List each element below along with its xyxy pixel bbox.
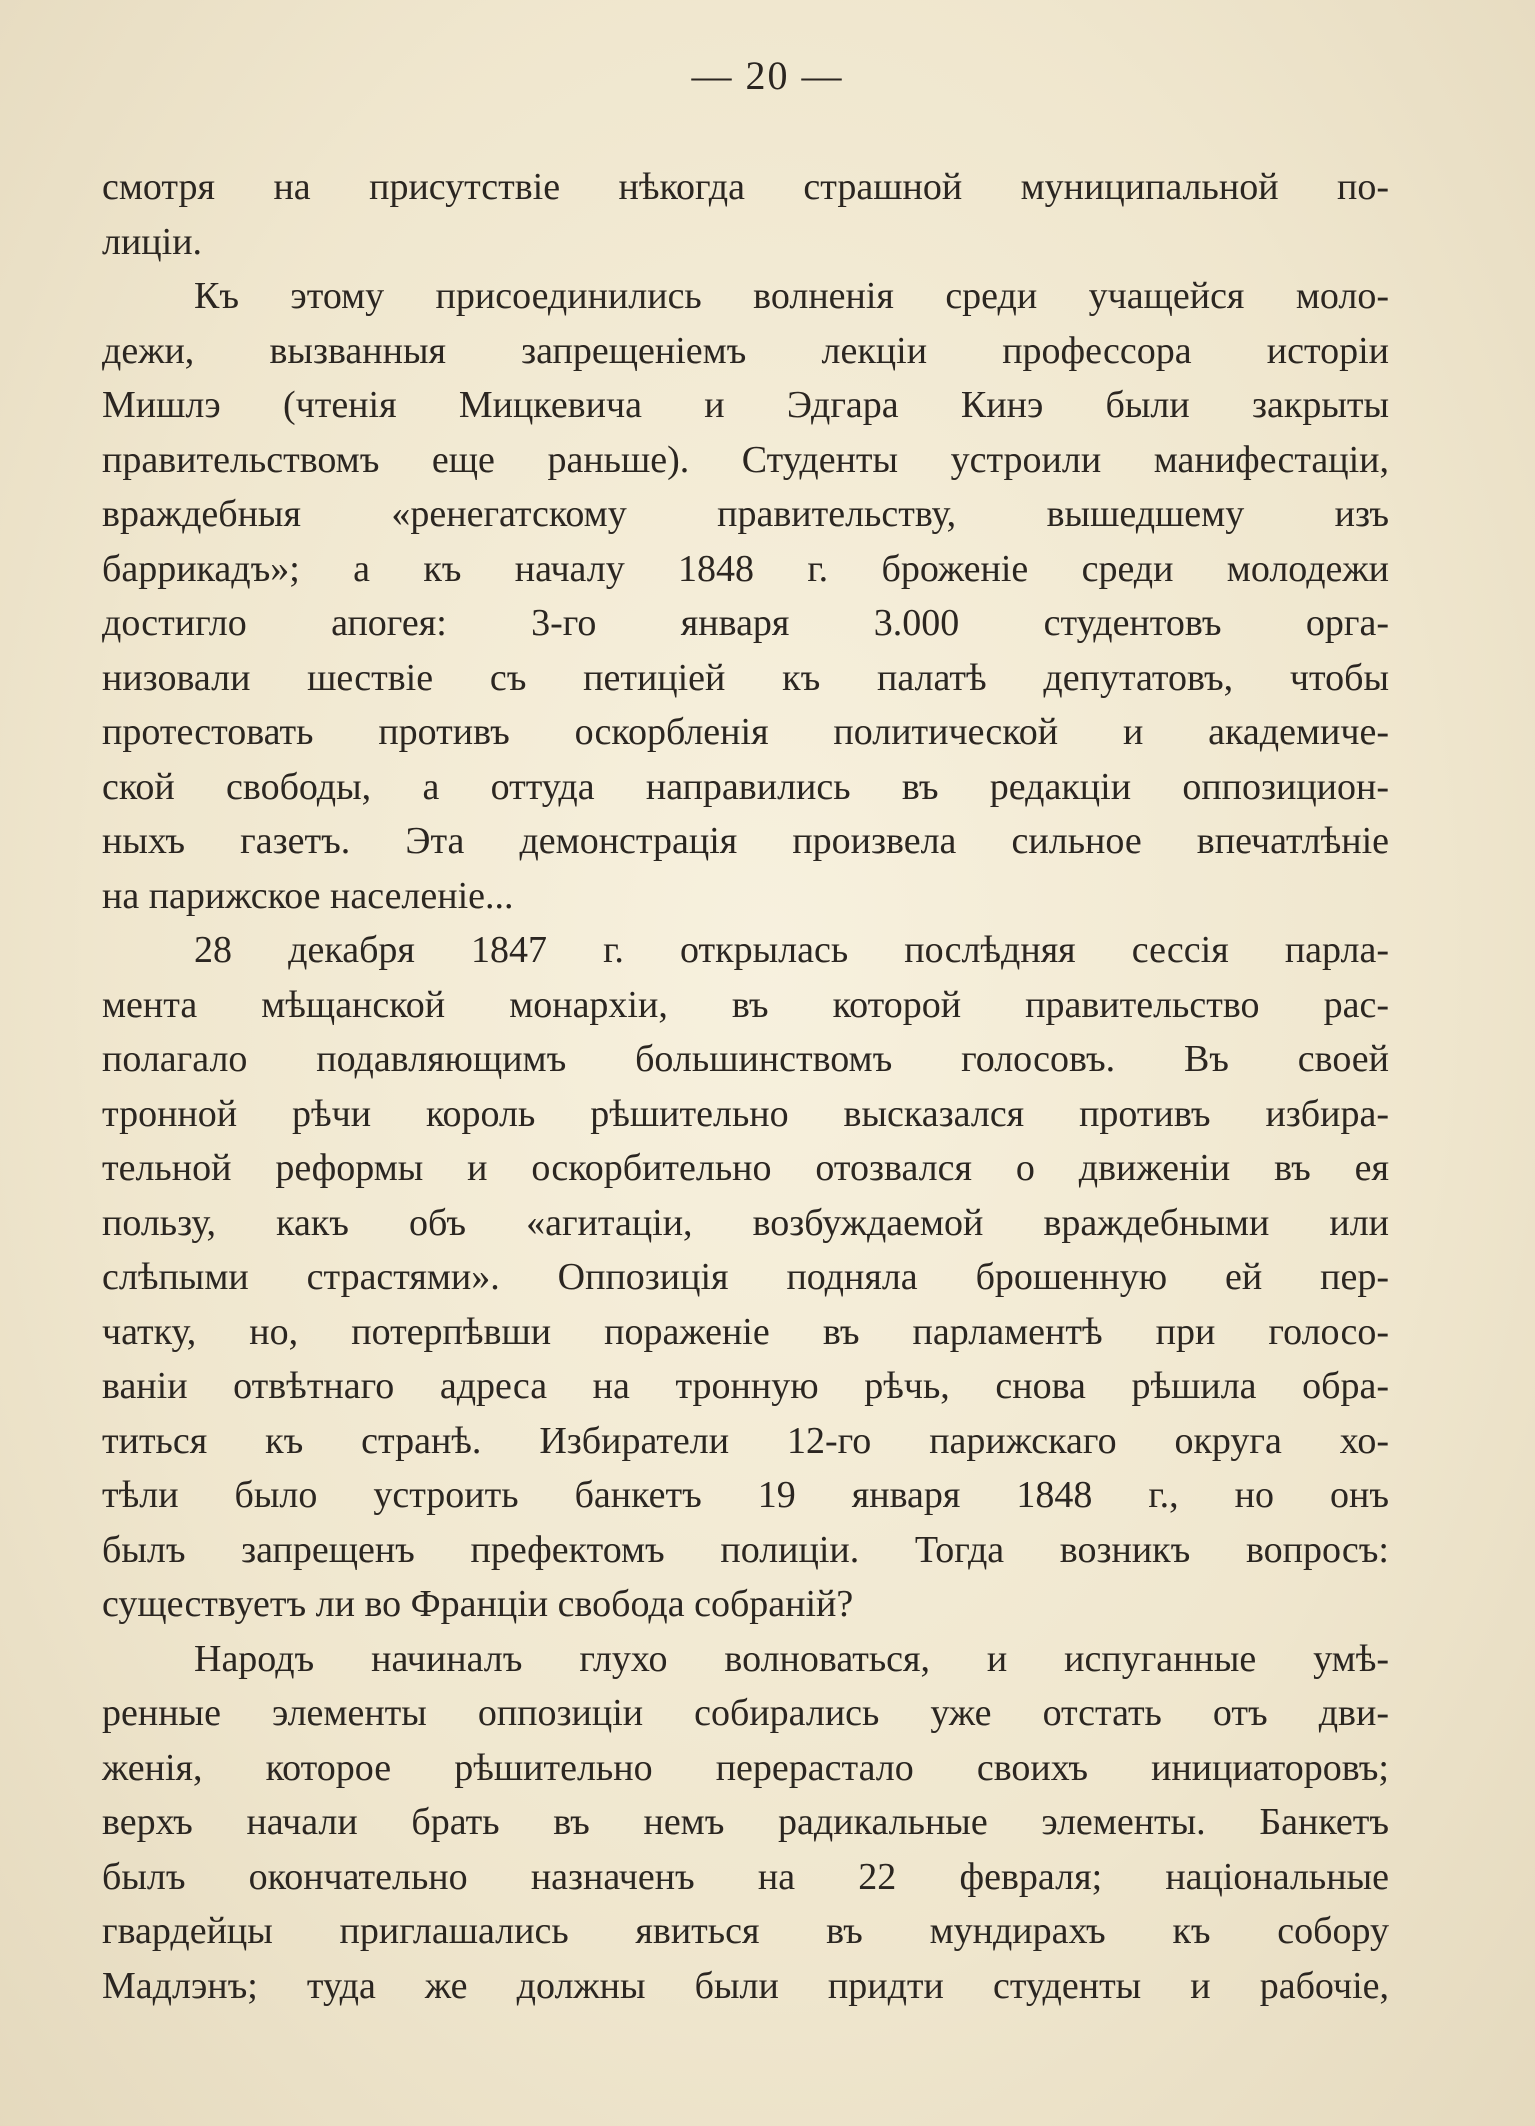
text-line: ваніи отвѣтнаго адреса на тронную рѣчь, снова рѣшила обра- xyxy=(102,1365,1389,1407)
page-number: — 20 — xyxy=(691,53,844,98)
text-line: враждебныя «ренегатскому правительству, вышедшему изъ xyxy=(102,493,1389,535)
text-line: 28 декабря 1847 г. открылась послѣдняя сессія парла- xyxy=(194,929,1389,971)
text-line: протестовать противъ оскорбленія политической и академиче- xyxy=(102,711,1389,753)
text-line: чатку, но, потерпѣвши пораженіе въ парламентѣ при голосо- xyxy=(102,1310,1389,1353)
text-line: тронной рѣчи король рѣшительно высказался противъ избира- xyxy=(102,1092,1389,1135)
text-line: тельной реформы и оскорбительно отозвался о движеніи въ ея xyxy=(102,1147,1389,1189)
text-line: слѣпыми страстями». Оппозиція подняла брошенную ей пер- xyxy=(102,1256,1389,1298)
text-line: женія, которое рѣшительно перерастало своихъ инициаторовъ; xyxy=(102,1746,1389,1789)
body-text xyxy=(102,160,1389,2013)
text-line: верхъ начали брать въ немъ радикальные элементы. Банкетъ xyxy=(102,1801,1389,1843)
text-line: пользу, какъ объ «агитаціи, возбуждаемой враждебными или xyxy=(102,1201,1389,1244)
text-line: Мадлэнъ; туда же должны были придти студенты и рабочіе, xyxy=(102,1964,1389,2007)
text-line: лиціи. xyxy=(102,220,203,263)
text-line: гвардейцы приглашались явиться въ мундирахъ къ собору xyxy=(102,1910,1389,1952)
text-line: тѣли было устроить банкетъ 19 января 1848 г., но онъ xyxy=(102,1474,1389,1516)
text-line: Мишлэ (чтенія Мицкевича и Эдгара Кинэ были закрыты xyxy=(102,384,1389,426)
text-line: Народъ начиналъ глухо волноваться, и испуганные умѣ- xyxy=(194,1637,1389,1680)
text-line: титься къ странѣ. Избиратели 12-го парижскаго округа хо- xyxy=(102,1419,1389,1462)
text-line: былъ запрещенъ префектомъ полиціи. Тогда возникъ вопросъ: xyxy=(102,1528,1389,1571)
text-line: существуетъ ли во Франціи свобода собраній? xyxy=(102,1583,854,1625)
text-line: ской свободы, а оттуда направились въ редакціи оппозицион- xyxy=(102,765,1389,808)
text-line: Къ этому присоединились волненія среди учащейся моло- xyxy=(194,275,1389,317)
text-line: на парижское населеніе... xyxy=(102,874,514,917)
text-line: полагало подавляющимъ большинствомъ голосовъ. Въ своей xyxy=(102,1038,1389,1080)
text-line: ныхъ газетъ. Эта демонстрація произвела сильное впечатлѣніе xyxy=(102,820,1389,862)
text-line: мента мѣщанской монархіи, въ которой правительство рас- xyxy=(102,983,1389,1026)
text-line: ренные элементы оппозиціи собирались уже отстать отъ дви- xyxy=(102,1692,1389,1734)
text-line: смотря на присутствіе нѣкогда страшной муниципальной по- xyxy=(102,166,1389,208)
text-line: правительствомъ еще раньше). Студенты устроили манифестаціи, xyxy=(102,438,1389,481)
text-line: достигло апогея: 3-го января 3.000 студентовъ орга- xyxy=(102,602,1389,644)
text-line: низовали шествіе съ петиціей къ палатѣ депутатовъ, чтобы xyxy=(102,656,1389,699)
text-line: былъ окончательно назначенъ на 22 февраля; національные xyxy=(102,1855,1389,1898)
text-line: дежи, вызванныя запрещеніемъ лекціи профессора исторіи xyxy=(102,329,1389,372)
text-line: баррикадъ»; а къ началу 1848 г. броженіе среди молодежи xyxy=(102,547,1389,590)
